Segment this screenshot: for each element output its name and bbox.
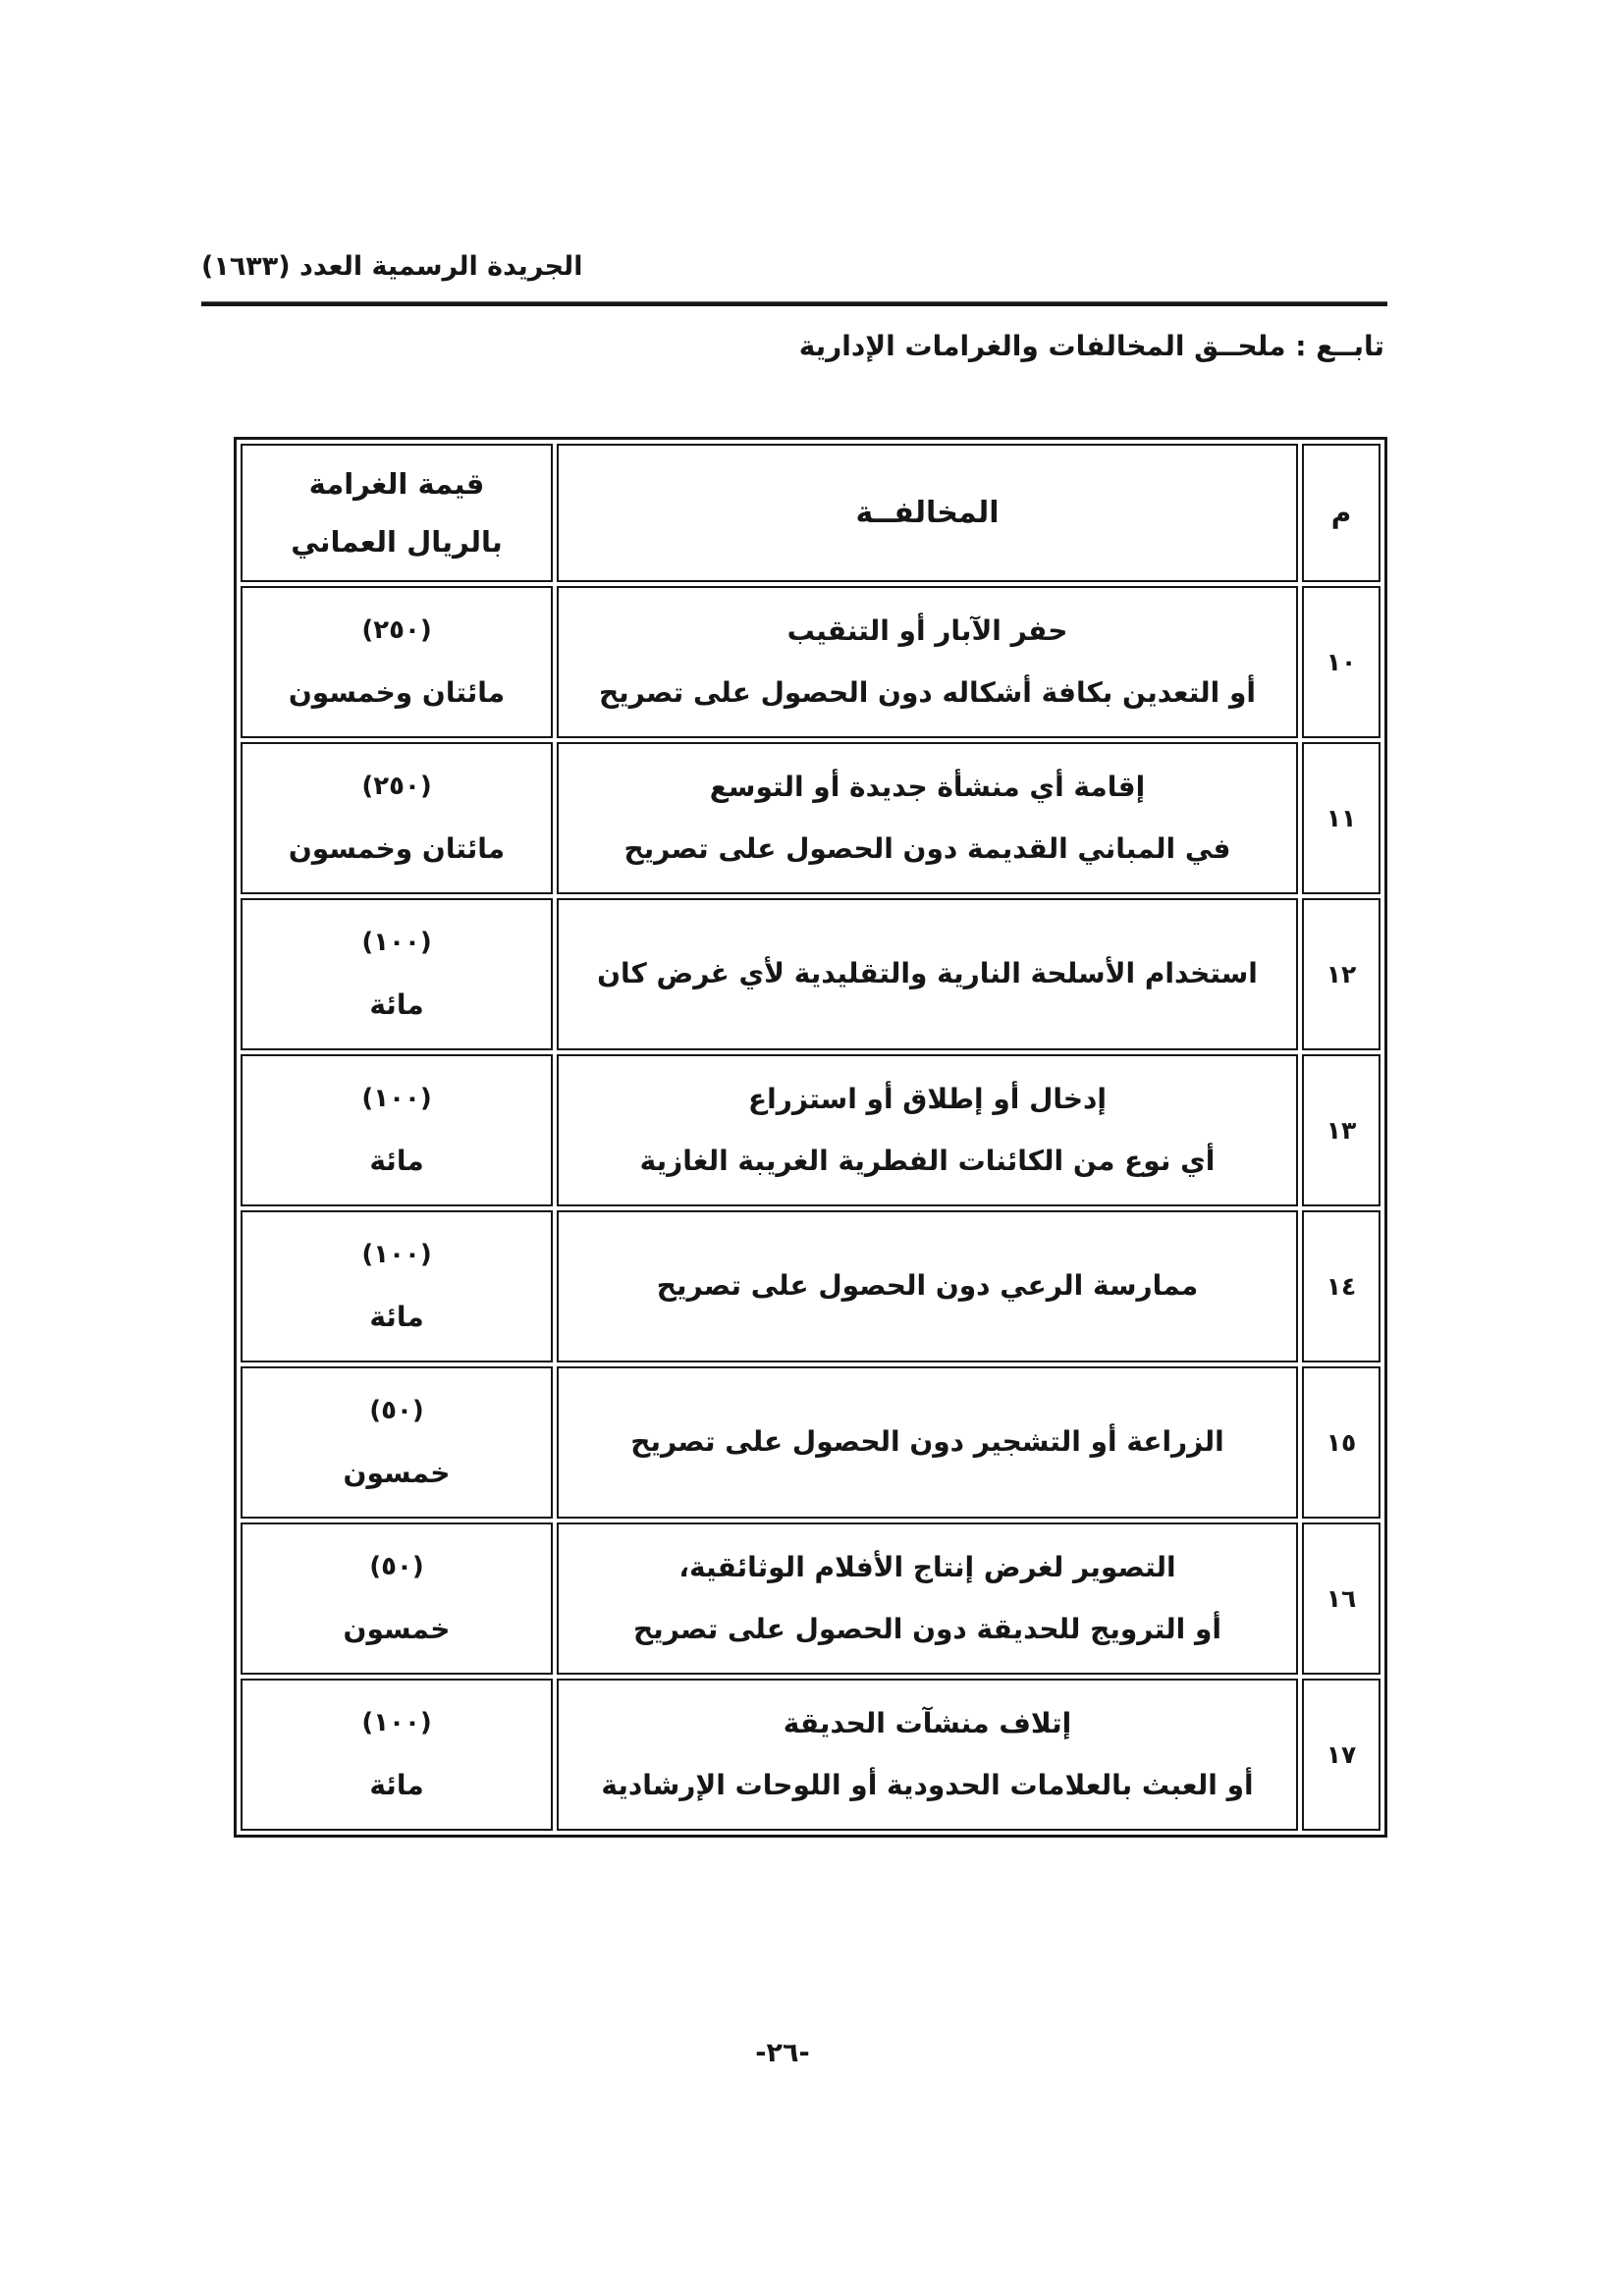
row-number-cell: ١٢ — [1302, 898, 1380, 1050]
violation-text-line: في المباني القديمة دون الحصول على تصريح — [623, 832, 1231, 866]
violations-fines-table — [234, 437, 1387, 1838]
fine-amount-words: مائتان وخمسون — [288, 832, 506, 865]
violation-text-line: الزراعة أو التشجير دون الحصول على تصريح — [630, 1425, 1224, 1459]
row-number-cell: ١٠ — [1302, 586, 1380, 738]
violation-text-line: حفر الآبار أو التنقيب — [786, 614, 1068, 647]
table-row — [241, 742, 1380, 894]
fine-amount-numeric: (٢٥٠) — [361, 772, 432, 801]
header-divider-rule — [201, 301, 1387, 306]
fine-cell — [241, 586, 553, 738]
table-header-row — [241, 444, 1380, 582]
row-number-cell: ١٥ — [1302, 1366, 1380, 1519]
column-header-fine — [241, 444, 553, 582]
fine-amount-words: خمسون — [343, 1613, 451, 1645]
fine-cell — [241, 1366, 553, 1519]
violation-cell — [557, 742, 1298, 894]
violation-text-line: إدخال أو إطلاق أو استزراع — [747, 1082, 1108, 1115]
violation-text-line: ممارسة الرعي دون الحصول على تصريح — [656, 1269, 1199, 1303]
violation-text-line: أو العبث بالعلامات الحدودية أو اللوحات الإرشادية — [601, 1769, 1254, 1802]
table-row — [241, 1679, 1380, 1831]
violation-text-line: استخدام الأسلحة النارية والتقليدية لأي غرض كان — [597, 957, 1258, 990]
table-row — [241, 898, 1380, 1050]
fine-amount-words: خمسون — [343, 1457, 451, 1489]
fine-amount-numeric: (٢٥٠) — [361, 615, 432, 645]
fine-cell — [241, 1679, 553, 1831]
fine-amount-numeric: (١٠٠) — [361, 1708, 432, 1737]
fine-amount-numeric: (٥٠) — [369, 1396, 424, 1425]
column-header-violation: المخالفــة — [557, 444, 1298, 582]
violation-cell — [557, 1522, 1298, 1675]
row-number-cell: ١٤ — [1302, 1210, 1380, 1362]
violation-text-line: التصوير لغرض إنتاج الأفلام الوثائقية، — [678, 1550, 1176, 1583]
violation-cell — [557, 1366, 1298, 1519]
row-number-cell: ١٧ — [1302, 1679, 1380, 1831]
page-number: -٢٦- — [755, 2038, 810, 2068]
violation-cell — [557, 586, 1298, 738]
violation-cell — [557, 1054, 1298, 1206]
row-number-cell: ١٣ — [1302, 1054, 1380, 1206]
violation-text-line: إتلاف منشآت الحديقة — [783, 1706, 1072, 1739]
violation-cell — [557, 898, 1298, 1050]
fine-amount-numeric: (١٠٠) — [361, 1084, 432, 1113]
fine-amount-numeric: (١٠٠) — [361, 1240, 432, 1269]
row-number-cell: ١٦ — [1302, 1522, 1380, 1675]
column-header-number: م — [1302, 444, 1380, 582]
fine-cell — [241, 742, 553, 894]
fine-cell — [241, 898, 553, 1050]
violation-cell — [557, 1210, 1298, 1362]
fine-cell — [241, 1210, 553, 1362]
violation-cell — [557, 1679, 1298, 1831]
table-row — [241, 586, 1380, 738]
annex-subtitle: تابــع : ملحــق المخالفات والغرامات الإدارية — [798, 330, 1384, 362]
row-number-cell: ١١ — [1302, 742, 1380, 894]
fine-amount-words: مائة — [369, 1145, 424, 1177]
fine-header-line1: قيمة الغرامة — [308, 466, 485, 501]
fine-amount-words: مائة — [369, 1769, 424, 1801]
table-row — [241, 1522, 1380, 1675]
fine-amount-numeric: (٥٠) — [369, 1552, 424, 1581]
fine-header-line2: بالريال العماني — [291, 524, 503, 559]
fine-amount-words: مائة — [369, 1301, 424, 1333]
table-row — [241, 1366, 1380, 1519]
fine-amount-numeric: (١٠٠) — [361, 928, 432, 957]
table-row — [241, 1054, 1380, 1206]
violation-text-line: أو التعدين بكافة أشكاله دون الحصول على تصريح — [598, 676, 1257, 710]
violation-text-line: أو الترويج للحديقة دون الحصول على تصريح — [633, 1613, 1221, 1646]
violation-text-line: إقامة أي منشأة جديدة أو التوسع — [709, 770, 1146, 803]
fine-amount-words: مائة — [369, 988, 424, 1021]
fine-cell — [241, 1054, 553, 1206]
fine-cell — [241, 1522, 553, 1675]
violation-text-line: أي نوع من الكائنات الفطرية الغريبة الغازية — [639, 1145, 1216, 1178]
table-row — [241, 1210, 1380, 1362]
fine-amount-words: مائتان وخمسون — [288, 676, 506, 709]
gazette-header-title: الجريدة الرسمية العدد (١٦٣٣) — [201, 251, 583, 282]
